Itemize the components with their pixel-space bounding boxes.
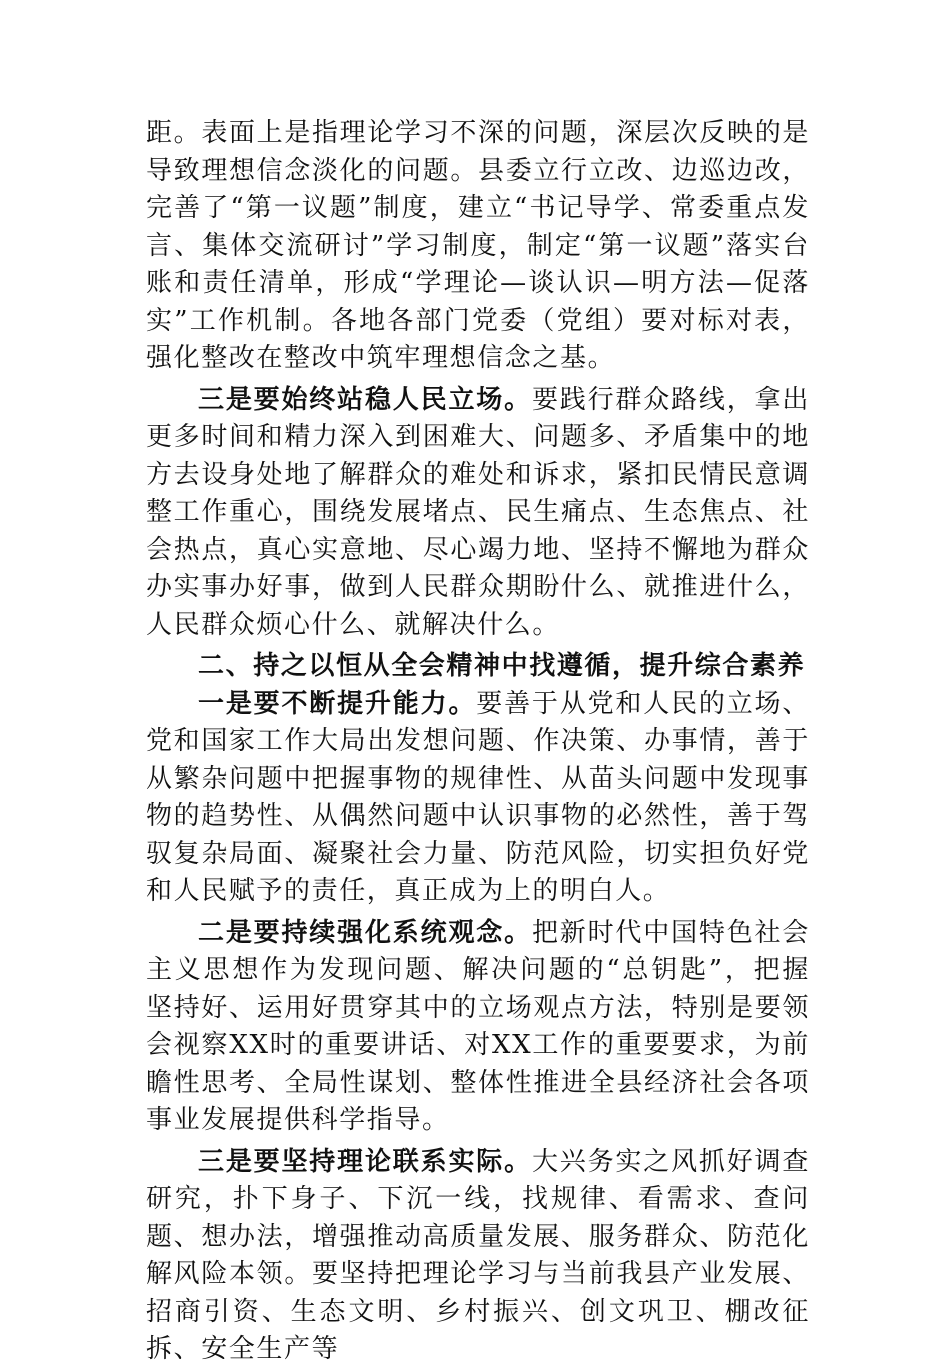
section-heading: 二、持之以恒从全会精神中找遵循，提升综合素养 <box>198 651 806 681</box>
paragraph-text: 距。表面上是指理论学习不深的问题，深层次反映的是导致理想信念淡化的问题。县委立行立改、边巡边改，完善了“第一议题”制度，建立“书记导学、常委重点发言、集体交流研讨”学习制度，制定“第一议题”落实台账和责任清单，形成“学理论—谈认识—明方法—促落实”工作机制。各地各部门党委（党组）要对标对表，强化整改在整改中筑牢理想信念之基。 <box>146 118 810 373</box>
document-body <box>146 115 810 1369</box>
paragraph-systems-view <box>146 915 810 1140</box>
paragraph-theory-practice <box>146 1144 810 1369</box>
paragraph-improve-ability <box>146 686 810 911</box>
paragraph-text: 要善于从党和人民的立场、党和国家工作大局出发想问题、作决策、办事情，善于从繁杂问题中把握事物的规律性、从苗头问题中发现事物的趋势性、从偶然问题中认识事物的必然性，善于驾驭复杂局面、凝聚社会力量、防范风险，切实担负好党和人民赋予的责任，真正成为上的明白人。 <box>146 688 810 906</box>
paragraph-people-stance <box>146 382 810 645</box>
paragraph-text: 把新时代中国特色社会主义思想作为发现问题、解决问题的“总钥匙”，把握坚持好、运用好贯穿其中的立场观点方法，特别是要领会视察XX时的重要讲话、对XX工作的重要要求，为前瞻性思考、全局性谋划、整体性推进全县经济社会各项事业发展提供科学指导。 <box>146 917 810 1135</box>
paragraph-lead: 二是要持续强化系统观念。 <box>198 917 532 948</box>
paragraph-continuation <box>146 115 810 378</box>
paragraph-text: 要践行群众路线，拿出更多时间和精力深入到困难大、问题多、矛盾集中的地方去设身处地了解群众的难处和诉求，紧扣民情民意调整工作重心，围绕发展堵点、民生痛点、生态焦点、社会热点，真心实意地、尽心竭力地、坚持不懈地为群众办实事办好事，做到人民群众期盼什么、就推进什么，人民群众烦心什么、就解决什么。 <box>146 384 810 640</box>
paragraph-lead: 三是要坚持理论联系实际。 <box>198 1146 532 1177</box>
paragraph-lead: 三是要始终站稳人民立场。 <box>198 384 532 415</box>
paragraph-lead: 一是要不断提升能力。 <box>198 688 477 719</box>
paragraph-text: 大兴务实之风抓好调查研究，扑下身子、下沉一线，找规律、看需求、查问题、想办法，增强推动高质量发展、服务群众、防范化解风险本领。要坚持把理论学习与当前我县产业发展、招商引资、生态文明、乡村振兴、创文巩卫、棚改征拆、安全生产等 <box>146 1146 810 1364</box>
